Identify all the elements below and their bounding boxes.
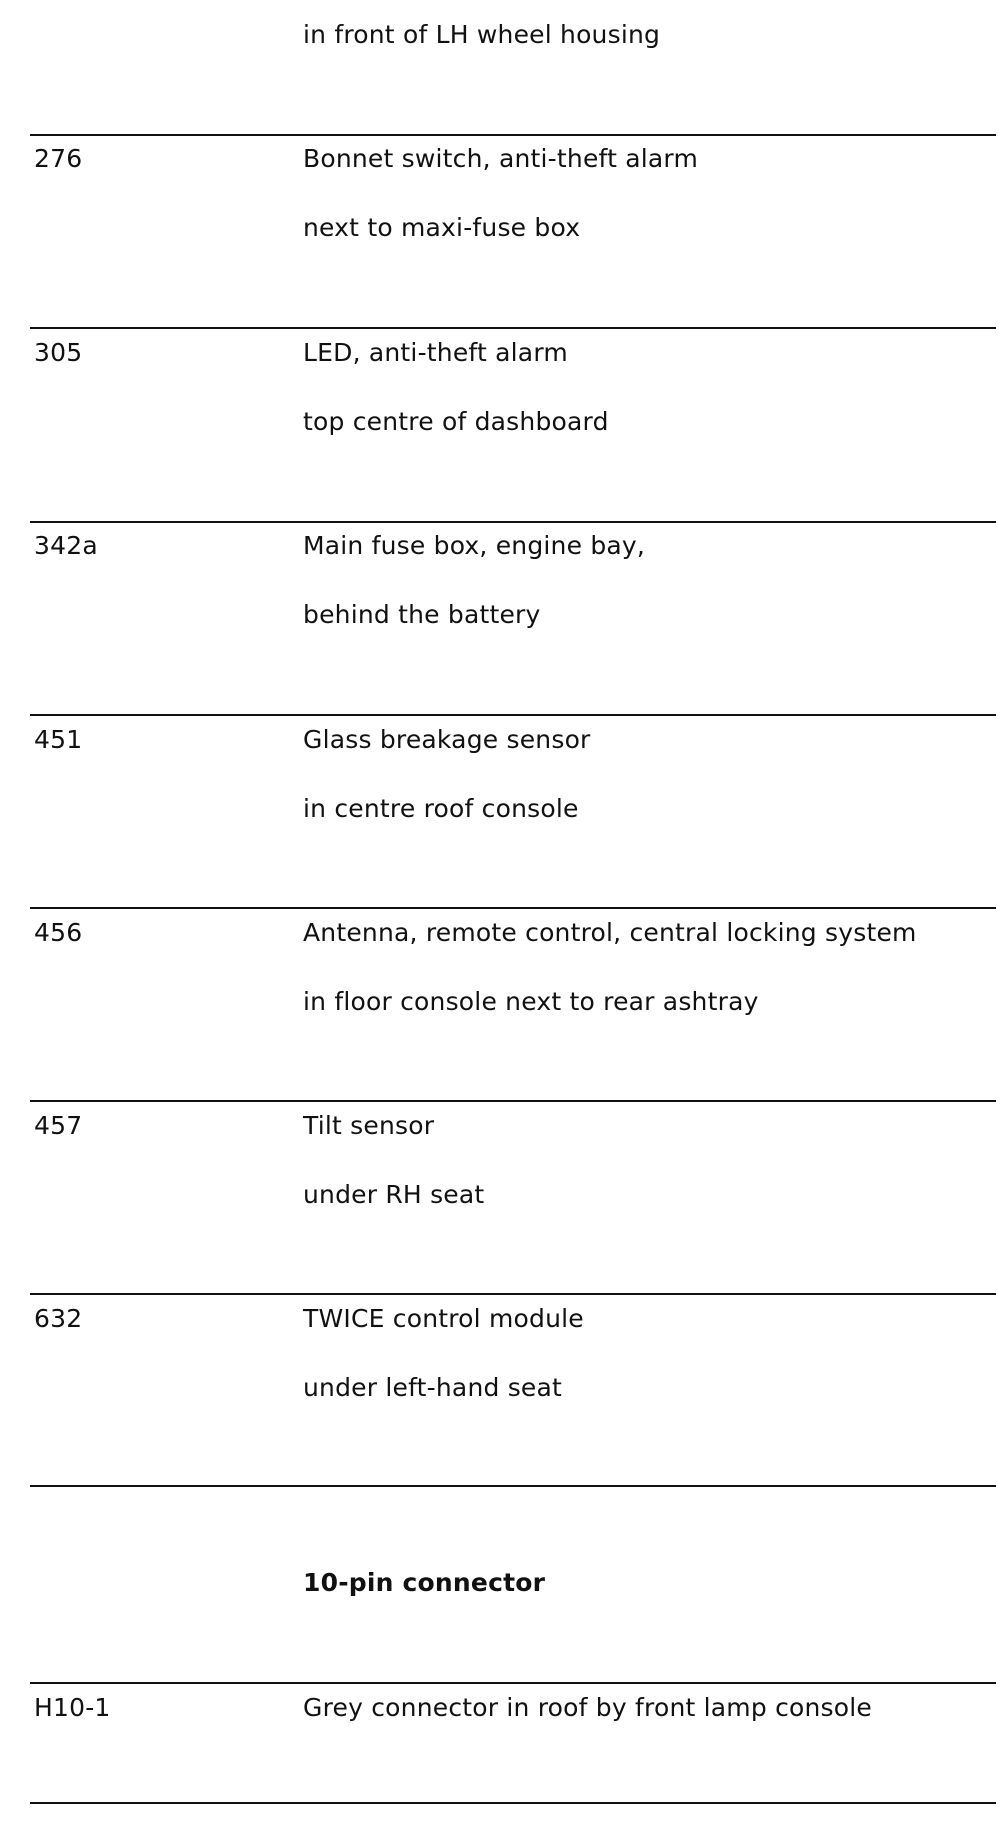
intro-location-text: in front of LH wheel housing (303, 20, 661, 49)
row-divider (30, 1802, 996, 1804)
row-divider (30, 327, 996, 329)
row-code-305: 305 (34, 338, 83, 367)
row-title-342a: Main fuse box, engine bay, (303, 531, 646, 560)
row-code-276: 276 (34, 144, 83, 173)
row-title-451: Glass breakage sensor (303, 725, 591, 754)
row-title-632: TWICE control module (303, 1304, 584, 1333)
row-title-457: Tilt sensor (303, 1111, 435, 1140)
row-divider (30, 134, 996, 136)
row-title-305: LED, anti-theft alarm (303, 338, 568, 367)
row-divider (30, 1485, 996, 1487)
section-heading: 10-pin connector (303, 1568, 546, 1597)
row-code-632: 632 (34, 1304, 83, 1333)
row-code-457: 457 (34, 1111, 83, 1140)
row-divider (30, 1100, 996, 1102)
row-title-276: Bonnet switch, anti-theft alarm (303, 144, 699, 173)
row-location-305: top centre of dashboard (303, 407, 609, 436)
row-code-451: 451 (34, 725, 83, 754)
row-divider (30, 1682, 996, 1684)
row-location-276: next to maxi-fuse box (303, 213, 581, 242)
connector-title: Grey connector in roof by front lamp console (303, 1693, 873, 1722)
row-location-451: in centre roof console (303, 794, 579, 823)
connector-code: H10-1 (34, 1693, 111, 1722)
row-divider (30, 907, 996, 909)
row-code-456: 456 (34, 918, 83, 947)
row-location-457: under RH seat (303, 1180, 485, 1209)
row-divider (30, 714, 996, 716)
row-location-632: under left-hand seat (303, 1373, 563, 1402)
row-location-342a: behind the battery (303, 600, 541, 629)
row-code-342a: 342a (34, 531, 98, 560)
row-divider (30, 1293, 996, 1295)
row-location-456: in floor console next to rear ashtray (303, 987, 759, 1016)
row-divider (30, 521, 996, 523)
row-title-456: Antenna, remote control, central locking system (303, 918, 917, 947)
